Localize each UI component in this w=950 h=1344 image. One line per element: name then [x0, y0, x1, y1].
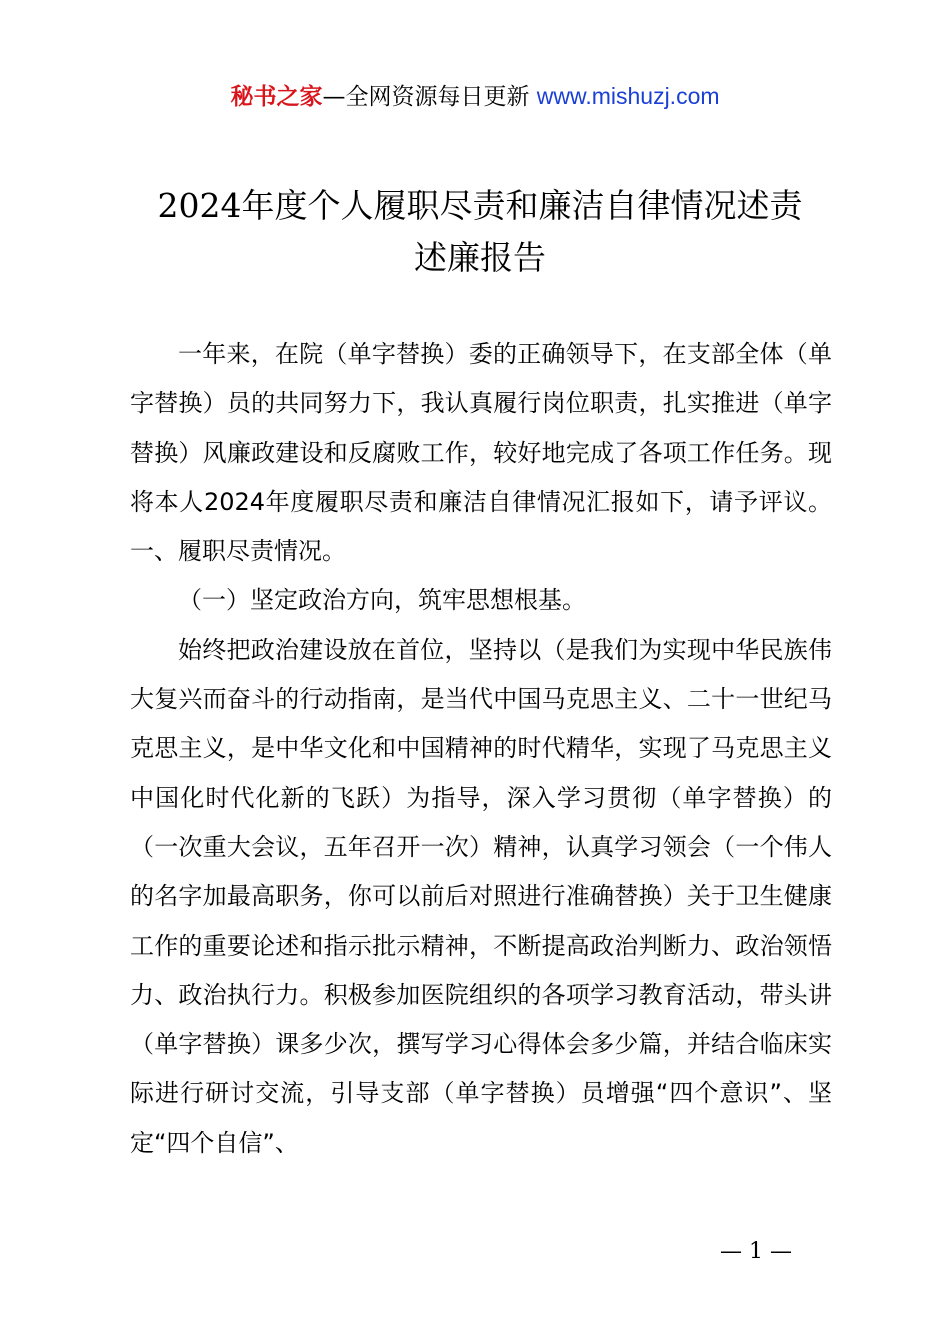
document-title [130, 180, 830, 284]
site-tagline: —全网资源每日更新 [322, 84, 530, 110]
paragraph-political-direction: 始终把政治建设放在首位，坚持以（是我们为实现中华民族伟大复兴而奋斗的行动指南，是当代中国马克思主义、二十一世纪马克思主义，是中华文化和中国精神的时代精华，实现了马克思主义中国化时代化新的飞跃）为指导，深入学习贯彻（单字替换）的（一次重大会议，五年召开一次）精神，认真学习领会（一个伟人的名字加最高职务，你可以前后对照进行准确替换）关于卫生健康工作的重要论述和指示批示精神，不断提高政治判断力、政治领悟力、政治执行力。积极参加医院组织的各项学习教育活动，带头讲（单字替换）课多少次，撰写学习心得体会多少篇，并结合临床实际进行研讨交流，引导支部（单字替换）员增强“四个意识”、坚定“四个自信”、 [130, 635, 832, 1157]
page-number: — 1 — [720, 1239, 792, 1264]
site-header [0, 80, 950, 113]
site-brand: 秘书之家 [230, 84, 323, 110]
title-line-2: 述廉报告 [414, 238, 546, 277]
paragraph-section-heading: （一）坚定政治方向，筑牢思想根基。 [178, 586, 586, 615]
paragraph-intro: 一年来，在院（单字替换）委的正确领导下，在支部全体（单字替换）员的共同努力下，我认真履行岗位职责，扎实推进（单字替换）风廉政建设和反腐败工作，较好地完成了各项工作任务。现将本人2024年度履职尽责和廉洁自律情况汇报如下，请予评议。一、履职尽责情况。 [130, 340, 832, 566]
document-body [130, 330, 832, 1168]
title-line-1: 2024年度个人履职尽责和廉洁自律情况述责 [157, 186, 803, 225]
site-url[interactable]: www.mishuzj.com [536, 83, 720, 109]
